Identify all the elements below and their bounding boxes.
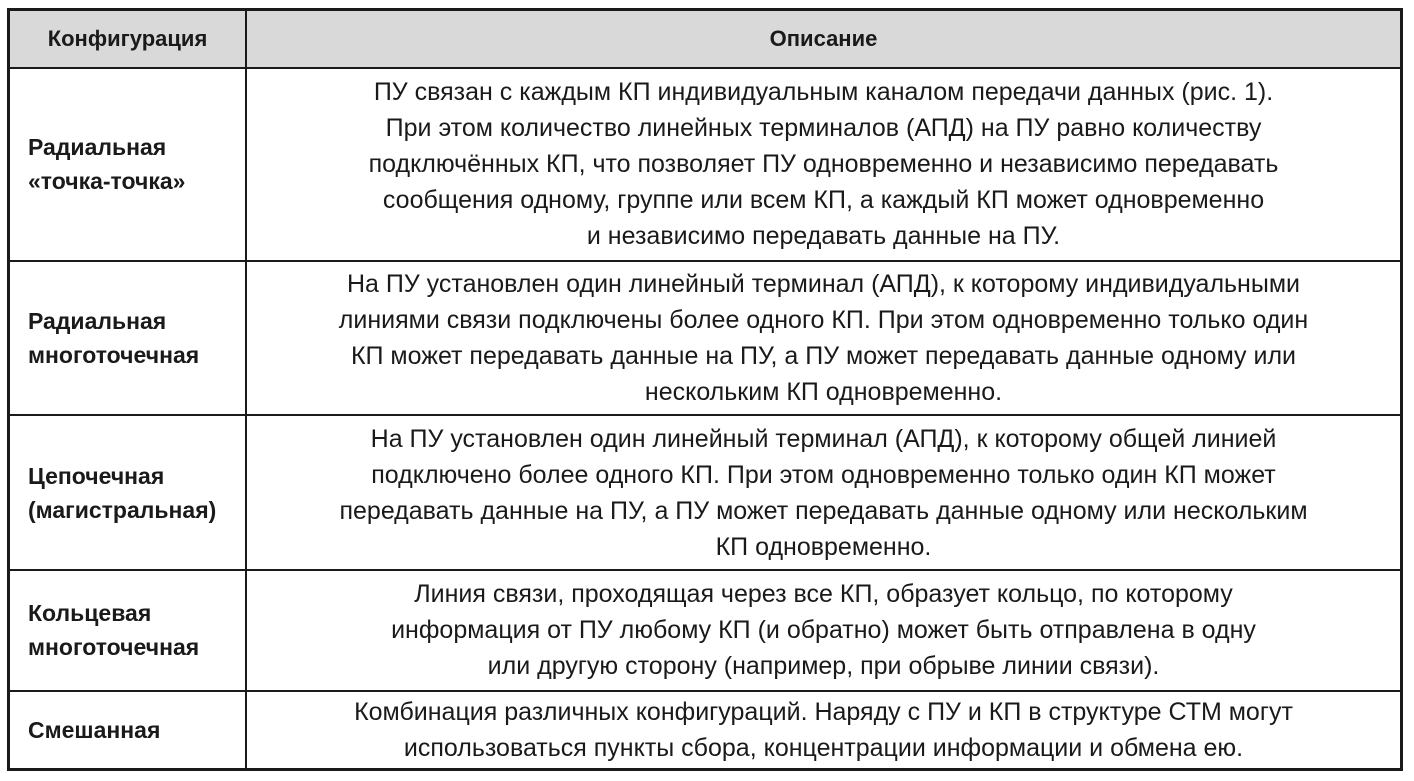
description-cell: На ПУ установлен один линейный терминал (АПД), к которому общей линией подключено более одного КП. При этом одновременно только один КП может передавать данные на ПУ, а ПУ может передавать данные одному или нескольким КП одновременно. bbox=[246, 415, 1400, 570]
description-cell: Комбинация различных конфигураций. Наряду с ПУ и КП в структуре СТМ могут использоваться пункты сбора, концентрации информации и обмена ею. bbox=[246, 691, 1400, 768]
table-header-row bbox=[10, 11, 1400, 68]
table-row bbox=[10, 570, 1400, 691]
column-header-configuration: Конфигурация bbox=[10, 11, 246, 68]
configuration-cell: Кольцевая многоточечная bbox=[10, 570, 246, 691]
table-row bbox=[10, 415, 1400, 570]
configuration-cell: Радиальная многоточечная bbox=[10, 261, 246, 416]
table-row bbox=[10, 261, 1400, 416]
table-row bbox=[10, 68, 1400, 261]
table-row bbox=[10, 691, 1400, 768]
description-cell: ПУ связан с каждым КП индивидуальным каналом передачи данных (рис. 1). При этом количество линейных терминалов (АПД) на ПУ равно количеству подключённых КП, что позволяет ПУ одновременно и независимо передавать сообщения одному, группе или всем КП, а каждый КП может одновременно и независимо передавать данные на ПУ. bbox=[246, 68, 1400, 261]
column-header-description: Описание bbox=[246, 11, 1400, 68]
configuration-cell: Смешанная bbox=[10, 691, 246, 768]
configuration-cell: Цепочечная (магистральная) bbox=[10, 415, 246, 570]
configuration-cell: Радиальная «точка-точка» bbox=[10, 68, 246, 261]
configuration-table bbox=[10, 11, 1400, 768]
description-cell: На ПУ установлен один линейный терминал (АПД), к которому индивидуальными линиями связи подключены более одного КП. При этом одновременно только один КП может передавать данные на ПУ, а ПУ может передавать данные одному или нескольким КП одновременно. bbox=[246, 261, 1400, 416]
description-cell: Линия связи, проходящая через все КП, образует кольцо, по которому информация от ПУ любому КП (и обратно) может быть отправлена в одну или другую сторону (например, при обрыве линии связи). bbox=[246, 570, 1400, 691]
configuration-table-frame bbox=[7, 8, 1403, 771]
